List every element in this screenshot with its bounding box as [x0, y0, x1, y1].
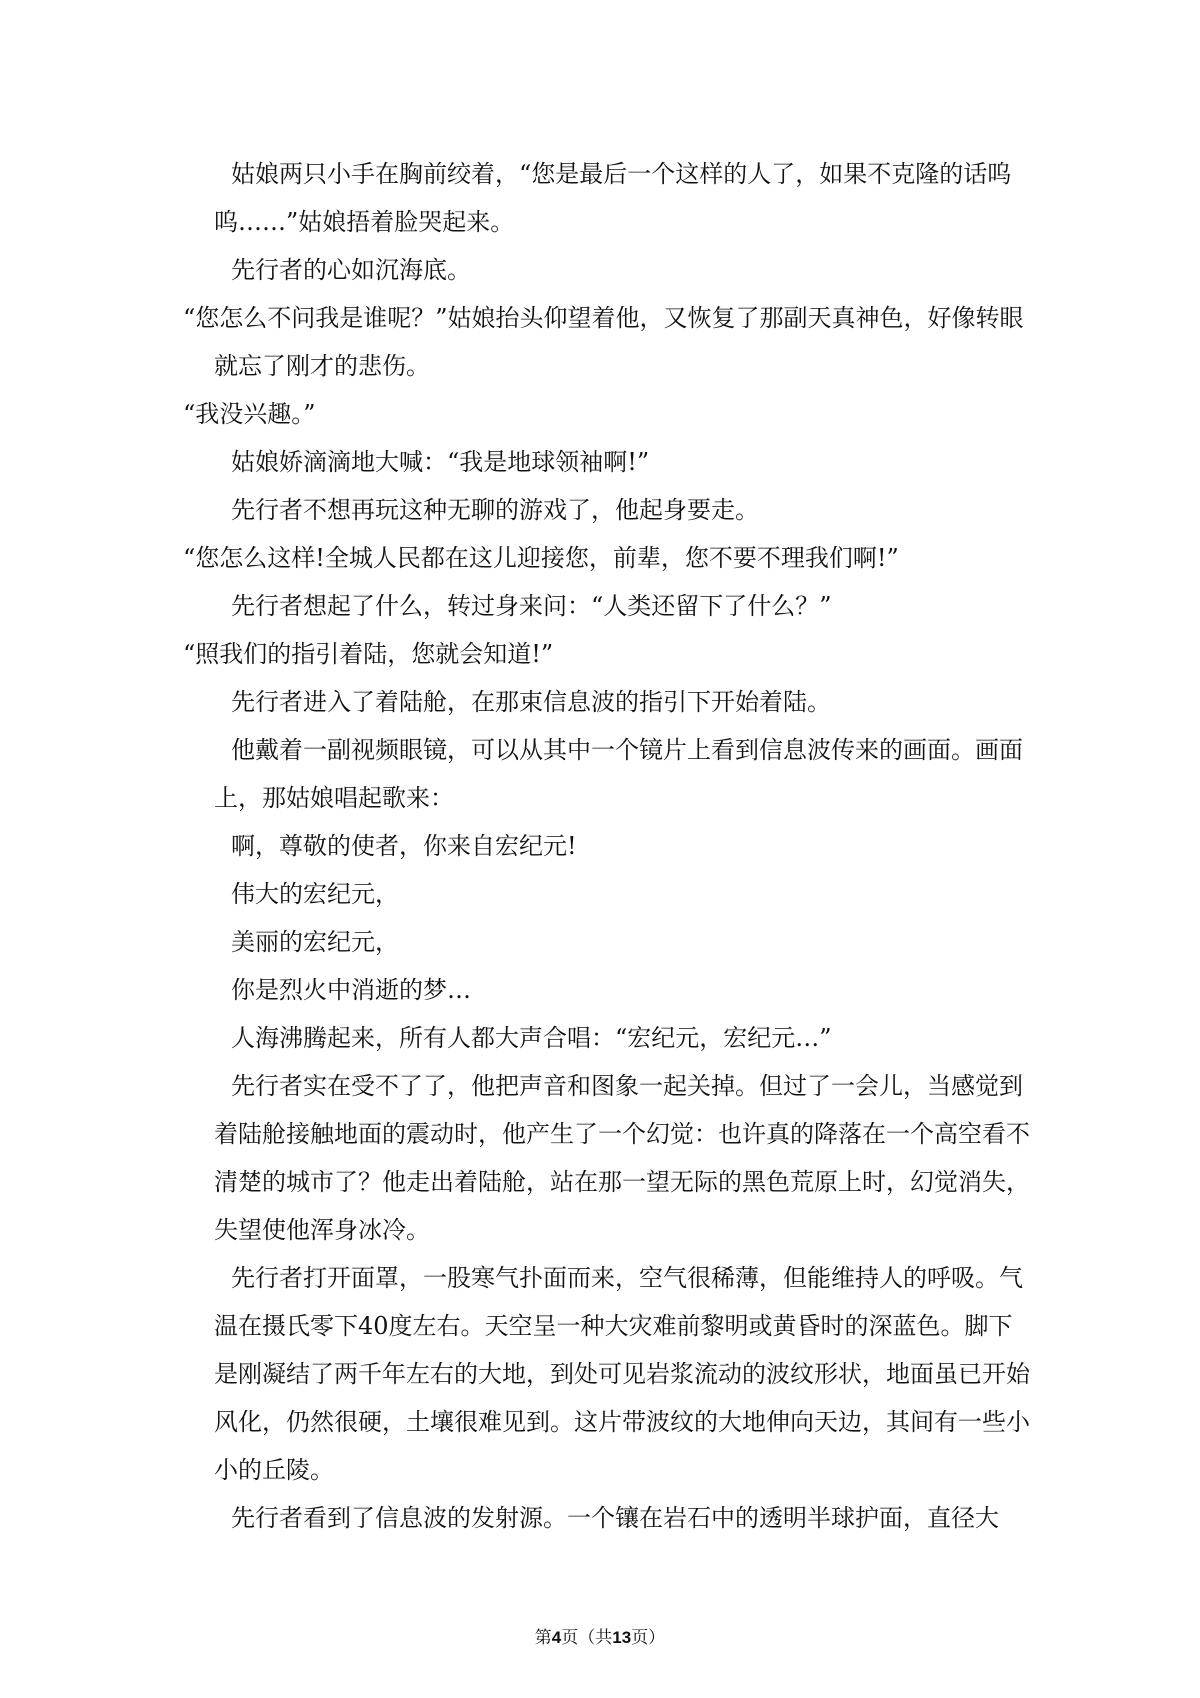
- paragraph: “您怎么不问我是谁呢？”姑娘抬头仰望着他，又恢复了那副天真神色，好像转眼就忘了刚才的悲伤。: [183, 304, 1024, 380]
- paragraph: 先行者不想再玩这种无聊的游戏了，他起身要走。: [231, 496, 759, 524]
- paragraph: 先行者的心如沉海底。: [231, 256, 471, 284]
- paragraph: 先行者实在受不了了，他把声音和图象一起关掉。但过了一会儿，当感觉到着陆舱接触地面的震动时，他产生了一个幻觉：也许真的降落在一个高空看不清楚的城市了？他走出着陆舱，站在那一望无际的黑色荒原上时，幻觉消失，失望使他浑身冰冷。: [214, 1072, 1030, 1244]
- paragraph: 先行者看到了信息波的发射源。一个镶在岩石中的透明半球护面，直径大: [231, 1504, 999, 1532]
- paragraph: 他戴着一副视频眼镜，可以从其中一个镜片上看到信息波传来的画面。画面上，那姑娘唱起歌来：: [214, 736, 1023, 812]
- paragraph: “我没兴趣。”: [183, 400, 316, 428]
- paragraph: 先行者打开面罩，一股寒气扑面而来，空气很稀薄，但能维持人的呼吸。气温在摄氏零下40度左右。天空呈一种大灾难前黎明或黄昏时的深蓝色。脚下是刚凝结了两千年左右的大地，到处可见岩浆流动的波纹形状，地面虽已开始风化，仍然很硬，土壤很难见到。这片带波纹的大地伸向天边，其间有一些小小的丘陵。: [214, 1264, 1030, 1484]
- footer-suffix: 页）: [631, 1628, 666, 1648]
- body-text: [183, 150, 1033, 1542]
- footer-middle: 页（共: [561, 1628, 613, 1648]
- paragraph: 人海沸腾起来，所有人都大声合唱：“宏纪元，宏纪元…”: [231, 1024, 832, 1052]
- paragraph: 先行者进入了着陆舱，在那束信息波的指引下开始着陆。: [231, 688, 831, 716]
- paragraph: 姑娘娇滴滴地大喊：“我是地球领袖啊!”: [231, 448, 650, 476]
- paragraph: 啊，尊敬的使者，你来自宏纪元!: [231, 832, 577, 860]
- footer-page-number: 4: [551, 1628, 562, 1647]
- footer-total-pages: 13: [612, 1628, 632, 1647]
- paragraph: 美丽的宏纪元，: [231, 928, 399, 956]
- paragraph: “照我们的指引着陆，您就会知道!”: [183, 640, 554, 668]
- footer-prefix: 第: [534, 1628, 552, 1648]
- paragraph: 姑娘两只小手在胸前绞着，“您是最后一个这样的人了，如果不克隆的话呜呜……”姑娘捂着脸哭起来。: [214, 160, 1012, 236]
- paragraph: 先行者想起了什么，转过身来问：“人类还留下了什么？”: [231, 592, 832, 620]
- page-footer: [0, 1626, 1200, 1650]
- paragraph: “您怎么这样!全城人民都在这儿迎接您，前辈，您不要不理我们啊!”: [183, 544, 899, 572]
- paragraph: 伟大的宏纪元，: [231, 880, 399, 908]
- paragraph: 你是烈火中消逝的梦…: [231, 976, 471, 1004]
